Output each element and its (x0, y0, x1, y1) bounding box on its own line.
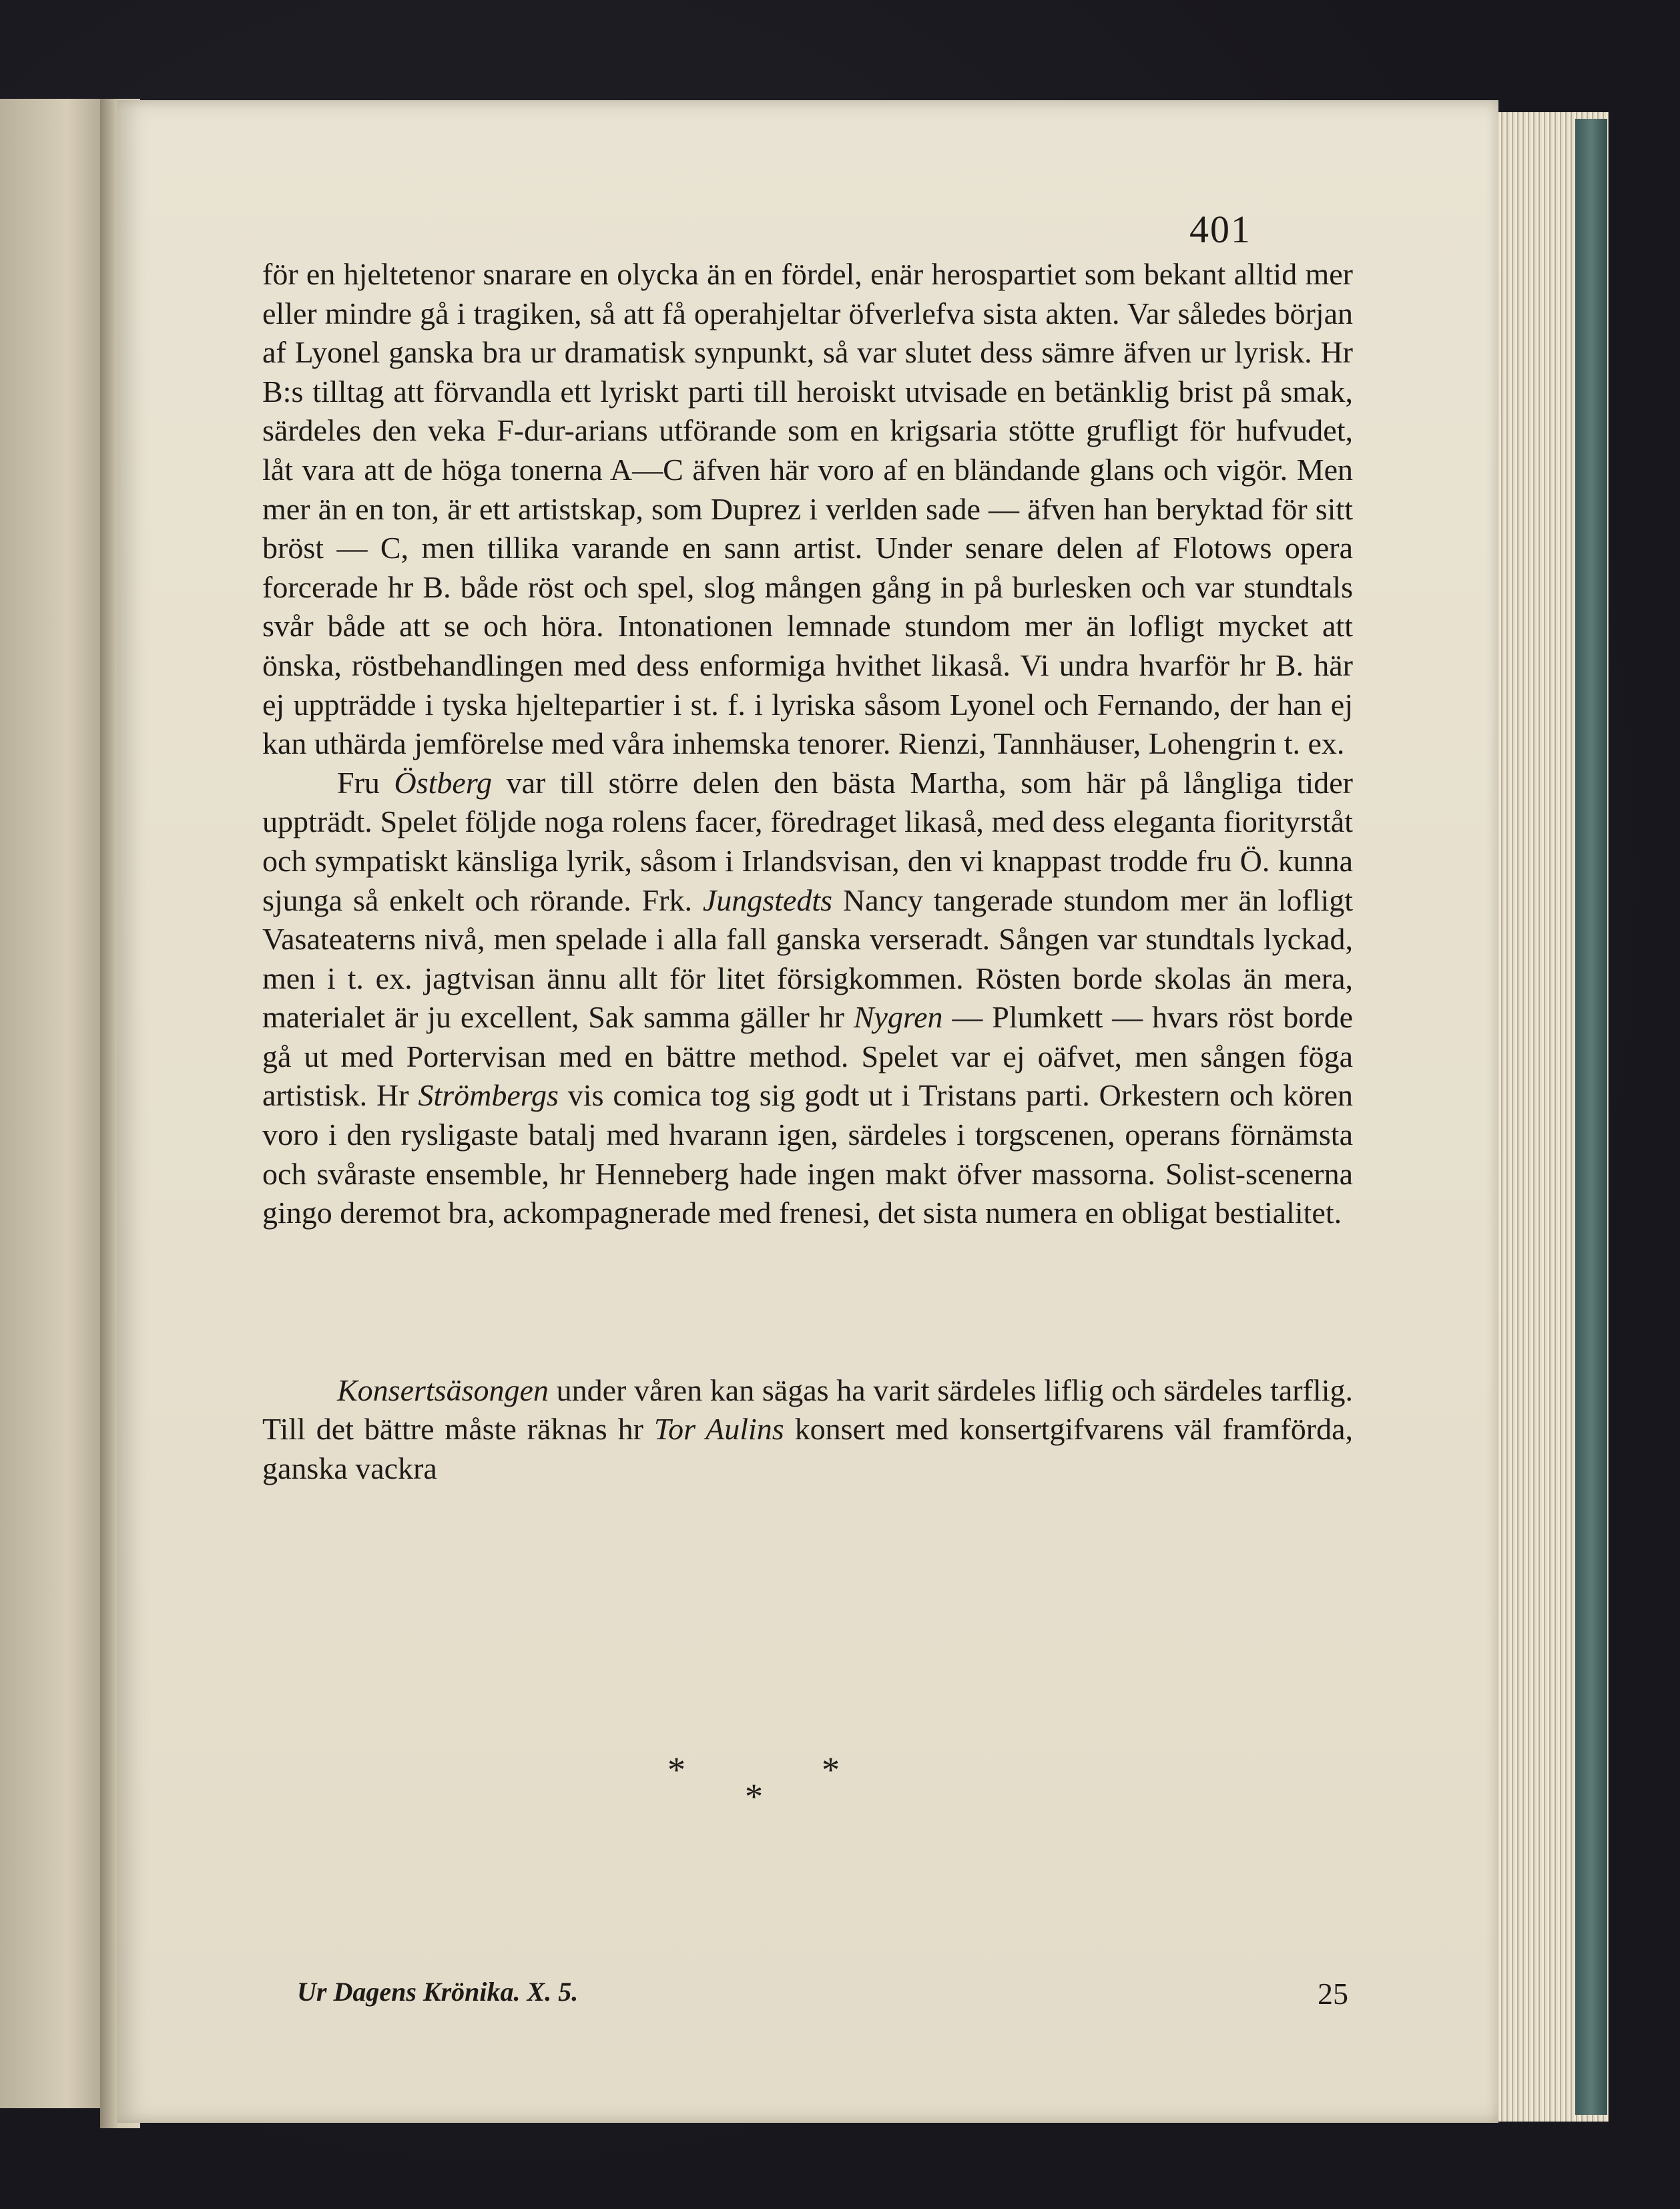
section-divider-asterisks (117, 1749, 1498, 1829)
asterisk-left: * (667, 1750, 685, 1790)
page-footer (297, 1976, 1348, 2023)
konsertsasongen-term: Konsertsäsongen (337, 1373, 549, 1407)
name-ostberg: Östberg (394, 765, 493, 800)
name-jungstedts: Jungstedts (702, 883, 833, 917)
page-number: 401 (1189, 208, 1251, 251)
paragraph-2: Fru Östberg var till större delen den bästa Martha, som här på långliga tider uppträdt. Spelet följde noga rolens facer, föredraget likaså, med dess eleganta fiorityrståt och sympatiskt känsliga lyrik, såsom i Irlandsvisan, den vi knappast trodde fru Ö. kunna sjunga så enkelt och rörande. Frk. Jungstedts Nancy tangerade stundom mer än lofligt Vasateaterns nivå, men spelade i alla fall ganska verseradt. Sången var stundtals lyckad, men i t. ex. jagtvisan ännu allt för litet försigkommen. Rösten borde skolas än mera, materialet är ju excellent, Sak samma gäller hr Nygren — Plumkett — hvars röst borde gå ut med Portervisan med en bättre method. Spelet var ej oäfvet, men sången föga artistisk. Hr Strömbergs vis comica tog sig godt ut i Tristans parti. Orkestern och kören voro i den rysligaste batalj med hvarann igen, särdeles i torgscenen, operans förnämsta och svåraste ensemble, hr Henneberg hade ingen makt öfver massorna. Solist-scenerna gingo deremot bra, ackompagnerade med frenesi, det sista numera en obligat bestialitet. (262, 765, 1354, 1230)
asterisk-right: * (822, 1750, 840, 1790)
paragraph-3: Konsertsäsongen under våren kan sägas ha varit särdeles liflig och särdeles tarflig. Till det bättre måste räknas hr Tor Aulins konsert med konsertgifvarens väl framförda, ganska vackra (262, 1373, 1353, 1486)
name-strombergs: Strömbergs (418, 1078, 559, 1113)
paragraph-1: för en hjeltetenor snarare en olycka än en fördel, enär herospartiet som bekant alltid mer eller mindre gå i tragiken, så att få operahjeltar öfverlefva sista akten. Var således början af Lyonel ganska bra ur dramatisk synpunkt, så var slutet dess sämre äfven ur lyrisk. Hr B:s tilltag att förvandla ett lyriskt parti till heroiskt utvisade en betänklig brist på smak, särdeles den veka F-dur-arians utförande som en krigsaria stötte grufligt för hufvudet, låt vara att de höga tonerna A—C äfven här voro af en bländande glans och vigör. Men mer än en ton, är ett artistskap, som Duprez i verlden sade — äfven han beryktad för sitt bröst — C, men tillika varande en sann artist. Under senare delen af Flotows opera forcerade hr B. både röst och spel, slog mången gång in på burlesken och var stundtals svår både att se och höra. Intonationen lemnade stundom mer än lofligt mycket att önska, röstbehandlingen med dess enformiga hvithet likaså. Vi undra hvarför hr B. här ej uppträdde i tyska hjeltepartier i st. f. i lyriska såsom Lyonel och Fernando, der han ej kan uthärda jemförelse med våra inhemska tenorer. Rienzi, Tannhäuser, Lohengrin t. ex. (262, 257, 1353, 761)
body-text (262, 255, 1353, 1489)
book-cover-edge (1575, 119, 1607, 2115)
name-nygren: Nygren (853, 1000, 943, 1035)
name-tor-aulins: Tor Aulins (653, 1412, 784, 1447)
book-page (117, 100, 1498, 2123)
signature-mark: 25 (1318, 1977, 1348, 2011)
section-gap (262, 1233, 1353, 1371)
left-page-edge (0, 99, 112, 2108)
footer-title: Ur Dagens Krönika. X. 5. (297, 1977, 579, 2007)
asterisk-bottom: * (745, 1776, 763, 1816)
